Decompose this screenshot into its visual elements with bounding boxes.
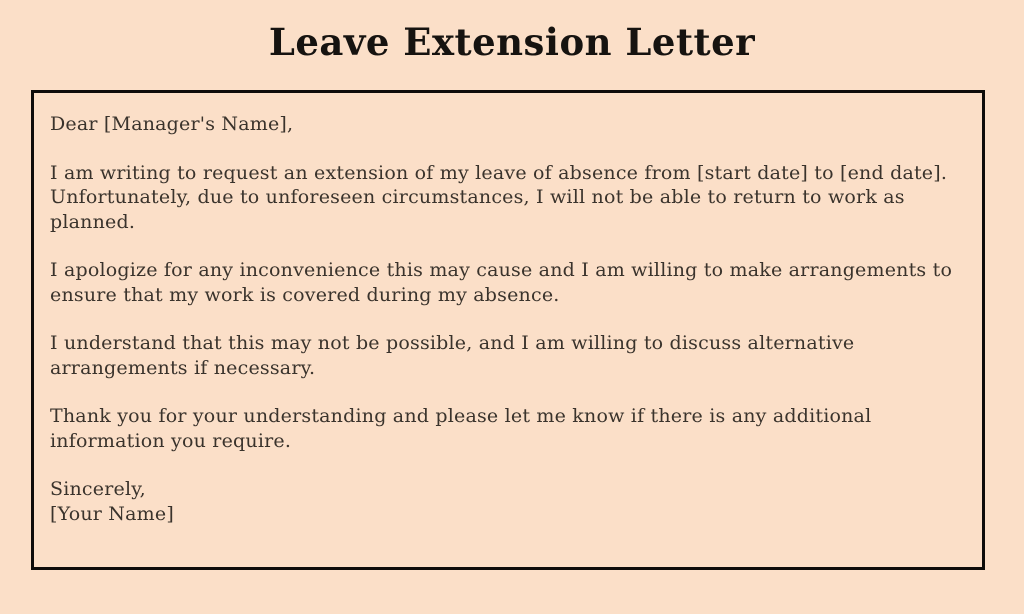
salutation: Dear [Manager's Name], [50, 113, 294, 135]
paragraph-2: I apologize for any inconvenience this may cause and I am willing to make arrangements to ensure that my work is covered during my absence. [50, 259, 953, 306]
closing: Sincerely, [50, 478, 146, 500]
letter-box [31, 90, 985, 570]
letter-body [50, 112, 966, 526]
paragraph-1: I am writing to request an extension of my leave of absence from [start date] to [end date]. Unfortunately, due to unforeseen circumstances, I will not be able to return to work as planned. [50, 161, 948, 233]
paragraph-4: Thank you for your understanding and please let me know if there is any additional information you require. [50, 405, 872, 452]
page-title: Leave Extension Letter [268, 20, 756, 64]
signature: [Your Name] [50, 502, 174, 525]
paragraph-3: I understand that this may not be possible, and I am willing to discuss alternative arrangements if necessary. [50, 332, 855, 379]
